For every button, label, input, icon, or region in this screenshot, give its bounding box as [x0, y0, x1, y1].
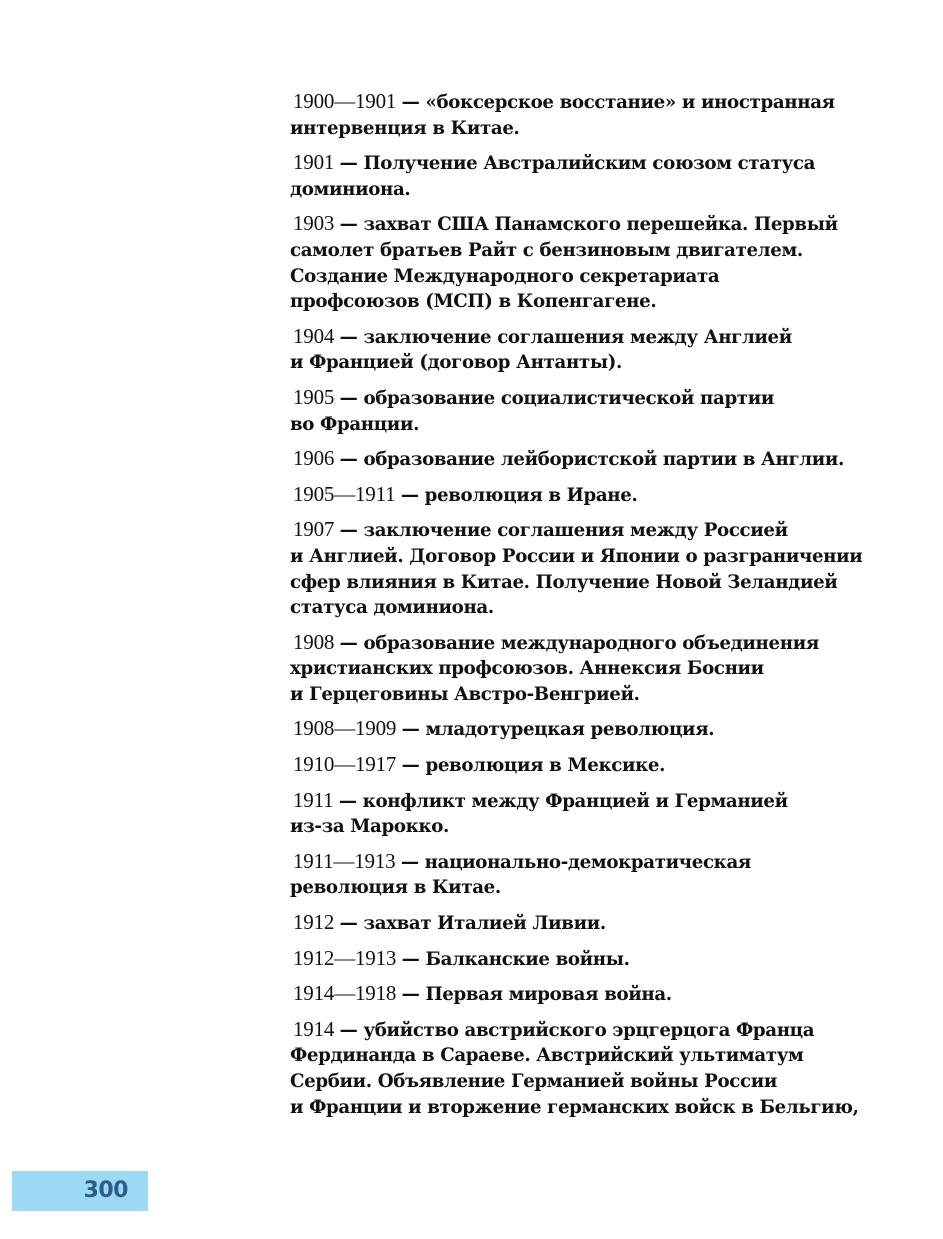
chronology-entry: [290, 324, 930, 376]
entry-line: [290, 716, 930, 743]
entry-text: — заключение соглашения между Англией: [339, 326, 792, 348]
entry-line: [290, 595, 930, 621]
entry-text: — захват США Панамского перешейка. Первый: [339, 214, 838, 236]
entry-text: и Англией. Договор России и Японии о разграничении: [290, 545, 863, 567]
entry-text: интервенция в Китае.: [290, 117, 520, 139]
entry-line: [290, 238, 930, 264]
entry-line: [290, 1017, 930, 1044]
entry-text: — образование социалистической партии: [339, 387, 775, 409]
entry-year: 1904: [293, 323, 335, 348]
entry-line: [290, 752, 930, 779]
entry-year: 1910—1917: [293, 752, 397, 777]
entry-text: во Франции.: [290, 413, 420, 435]
chronology-entry: [290, 910, 930, 937]
entry-text: — образование лейбористской партии в Англии.: [339, 449, 845, 471]
entry-year: 1908—1909: [293, 716, 397, 741]
entry-year: 1907: [293, 517, 335, 542]
entry-year: 1912: [293, 910, 335, 935]
entry-line: [290, 570, 930, 596]
entry-year: 1905—1911: [293, 481, 396, 506]
entry-line: [290, 875, 930, 901]
entry-year: 1908: [293, 629, 335, 654]
entry-line: [290, 849, 930, 876]
entry-line: [290, 116, 930, 142]
entry-line: [290, 350, 930, 376]
chronology-entry: [290, 788, 930, 840]
entry-text: революция в Китае.: [290, 877, 501, 899]
entry-line: [290, 324, 930, 351]
entry-text: самолет братьев Райт с бензиновым двигателем.: [290, 239, 803, 261]
chronology-entry: [290, 446, 930, 473]
entry-year: 1900—1901: [293, 89, 397, 113]
entry-line: [290, 446, 930, 473]
entry-text: — захват Италией Ливии.: [339, 913, 606, 935]
entry-text: и Францией (договор Антанты).: [290, 352, 622, 374]
entry-text: — образование международного объединения: [339, 632, 819, 654]
entry-text: — заключение соглашения между Россией: [339, 520, 788, 542]
entry-year: 1911: [293, 787, 334, 812]
entry-year: 1906: [293, 446, 335, 471]
chronology-entry: [290, 385, 930, 437]
entry-year: 1914: [293, 1016, 335, 1041]
chronology-list: [290, 89, 930, 1129]
entry-text: и Франции и вторжение германских войск в Бельгию,: [290, 1096, 859, 1118]
entry-line: [290, 910, 930, 937]
page-number-badge: [12, 1171, 148, 1211]
entry-text: статуса доминиона.: [290, 597, 494, 619]
page-number: 300: [83, 1178, 128, 1203]
chronology-entry: [290, 716, 930, 743]
entry-year: 1903: [293, 211, 335, 236]
entry-text: — Получение Австралийским союзом статуса: [339, 153, 816, 175]
chronology-entry: [290, 1017, 930, 1120]
entry-line: [290, 89, 930, 116]
entry-line: [290, 385, 930, 412]
entry-text: Сербии. Объявление Германией войны России: [290, 1071, 777, 1092]
entry-line: [290, 946, 930, 973]
entry-year: 1914—1918: [293, 981, 397, 1006]
entry-line: [290, 656, 930, 682]
entry-line: [290, 682, 930, 708]
entry-line: [290, 814, 930, 840]
entry-text: христианских профсоюзов. Аннексия Боснии: [290, 658, 764, 680]
entry-line: [290, 150, 930, 177]
entry-text: — конфликт между Францией и Германией: [338, 790, 788, 812]
entry-text: Фердинанда в Сараеве. Австрийский ультиматум: [290, 1045, 804, 1067]
chronology-entry: [290, 849, 930, 901]
entry-text: — Балканские войны.: [401, 948, 630, 970]
entry-line: [290, 981, 930, 1008]
entry-text: — «боксерское восстание» и иностранная: [401, 92, 835, 113]
chronology-entry: [290, 630, 930, 708]
entry-text: — революция в Иране.: [400, 484, 638, 506]
entry-text: сфер влияния в Китае. Получение Новой Зеландией: [290, 571, 838, 593]
chronology-entry: [290, 89, 930, 141]
entry-line: [290, 211, 930, 238]
chronology-entry: [290, 482, 930, 509]
chronology-entry: [290, 981, 930, 1008]
entry-text: — национально-демократическая: [400, 851, 751, 873]
entry-year: 1901: [293, 150, 335, 175]
chronology-entry: [290, 517, 930, 620]
entry-text: профсоюзов (МСП) в Копенгагене.: [290, 291, 657, 313]
entry-line: [290, 544, 930, 570]
entry-line: [290, 1043, 930, 1069]
chronology-entry: [290, 946, 930, 973]
entry-text: — младотурецкая революция.: [401, 719, 715, 741]
entry-year: 1905: [293, 384, 335, 409]
chronology-entry: [290, 150, 930, 202]
chronology-entry: [290, 211, 930, 314]
entry-line: [290, 412, 930, 438]
entry-line: [290, 788, 930, 815]
entry-year: 1911—1913: [293, 848, 396, 873]
entry-text: из-за Марокко.: [290, 816, 449, 838]
entry-line: [290, 289, 930, 315]
chronology-entry: [290, 752, 930, 779]
entry-text: — революция в Мексике.: [401, 755, 666, 777]
entry-text: — Первая мировая война.: [401, 984, 672, 1006]
entry-text: и Герцеговины Австро-Венгрией.: [290, 683, 640, 705]
entry-line: [290, 264, 930, 290]
entry-year: 1912—1913: [293, 945, 397, 970]
entry-line: [290, 630, 930, 657]
entry-line: [290, 1069, 930, 1095]
entry-text: Создание Международного секретариата: [290, 265, 720, 287]
entry-line: [290, 517, 930, 544]
entry-line: [290, 1095, 930, 1121]
entry-text: — убийство австрийского эрцгерцога Франца: [339, 1019, 815, 1041]
entry-line: [290, 482, 930, 509]
entry-line: [290, 177, 930, 203]
entry-text: доминиона.: [290, 178, 411, 200]
